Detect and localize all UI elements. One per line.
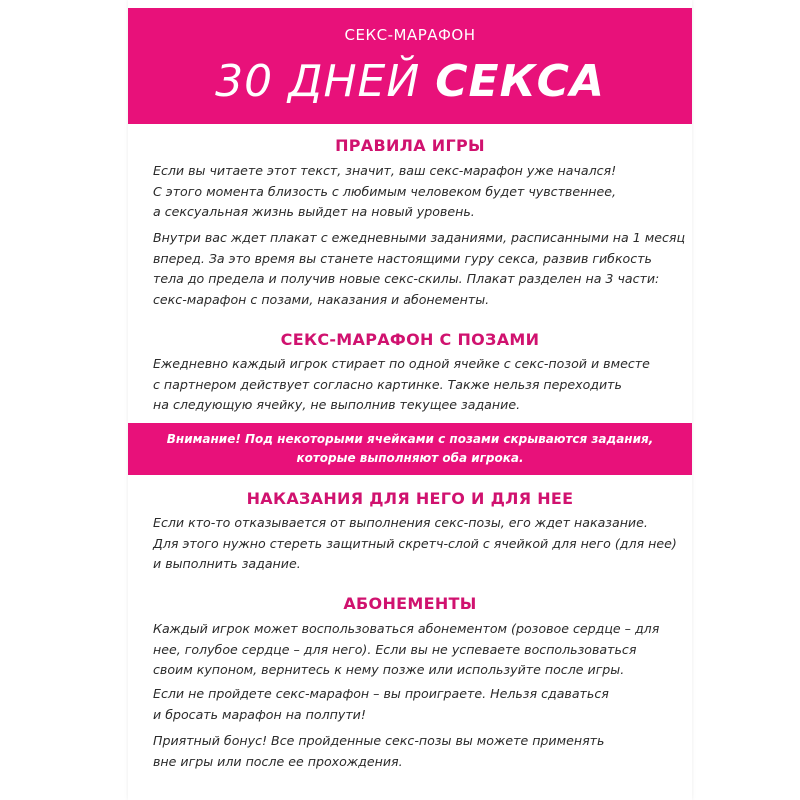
text-line: Внутри вас ждет плакат с ежедневными заданиями, расписанными на 1 месяц <box>153 230 686 245</box>
subscriptions-paragraph-2 <box>153 684 673 725</box>
banner-line: которые выполняют оба игрока. <box>296 451 524 465</box>
poses-heading: СЕКС-МАРАФОН С ПОЗАМИ <box>280 330 540 349</box>
text-line: Если кто-то отказывается от выполнения секс-позы, его ждет наказание. <box>153 515 648 530</box>
text-line: секс-марафон с позами, наказания и абонементы. <box>153 291 490 307</box>
text-line: Ежедневно каждый игрок стирает по одной ячейке с секс-позой и вместе <box>153 356 650 371</box>
text-line: с партнером действует согласно картинке. Также нельзя переходить <box>153 376 622 392</box>
text-line: С этого момента близость с любимым человеком будет чувственнее, <box>153 183 617 199</box>
text-line: и бросать марафон на полпути! <box>153 706 366 722</box>
header-subtitle: СЕКС-МАРАФОН <box>344 26 476 44</box>
subscriptions-paragraph-3 <box>153 731 673 772</box>
text-line: Если вы читаете этот текст, значит, ваш секс-марафон уже начался! <box>153 163 617 178</box>
subscriptions-paragraph-1 <box>153 619 673 681</box>
header-banner <box>128 8 692 124</box>
rules-heading: ПРАВИЛА ИГРЫ <box>335 136 485 155</box>
poses-paragraph <box>153 354 673 416</box>
text-line: Если не пройдете секс-марафон – вы проиграете. Нельзя сдаваться <box>153 686 609 701</box>
punishments-heading: НАКАЗАНИЯ ДЛЯ НЕГО И ДЛЯ НЕЕ <box>246 489 574 508</box>
text-line: Приятный бонус! Все пройденные секс-позы вы можете применять <box>153 733 605 748</box>
text-line: Для этого нужно стереть защитный скретч-слой с ячейкой для него (для нее) <box>153 535 677 551</box>
text-line: Каждый игрок может воспользоваться абонементом (розовое сердце – для <box>153 621 660 636</box>
banner-line: Внимание! Под некоторыми ячейками с позами скрываются задания, <box>166 432 654 446</box>
attention-banner <box>128 423 692 475</box>
text-line: нее, голубое сердце – для него). Если вы не успеваете воспользоваться <box>153 641 637 657</box>
text-line: на следующую ячейку, не выполнив текущее задание. <box>153 397 521 412</box>
text-line: вперед. За это время вы станете настоящими гуру секса, развив гибкость <box>153 250 652 266</box>
text-line: тела до предела и получив новые секс-скилы. Плакат разделен на 3 части: <box>153 271 660 286</box>
header-title-part1: 30 ДНЕЙ <box>215 56 421 107</box>
text-line: своим купоном, вернитесь к нему позже или используйте после игры. <box>153 662 625 677</box>
rules-paragraph-2 <box>153 228 686 310</box>
header-title <box>128 54 692 110</box>
punishments-paragraph <box>153 513 677 575</box>
text-line: и выполнить задание. <box>153 556 301 571</box>
rules-paragraph-1 <box>153 161 673 223</box>
text-line: вне игры или после ее прохождения. <box>153 753 403 769</box>
text-line: а сексуальная жизнь выйдет на новый уровень. <box>153 204 475 219</box>
header-title-part2: СЕКСА <box>435 56 605 107</box>
subscriptions-heading: АБОНЕМЕНТЫ <box>343 594 477 613</box>
